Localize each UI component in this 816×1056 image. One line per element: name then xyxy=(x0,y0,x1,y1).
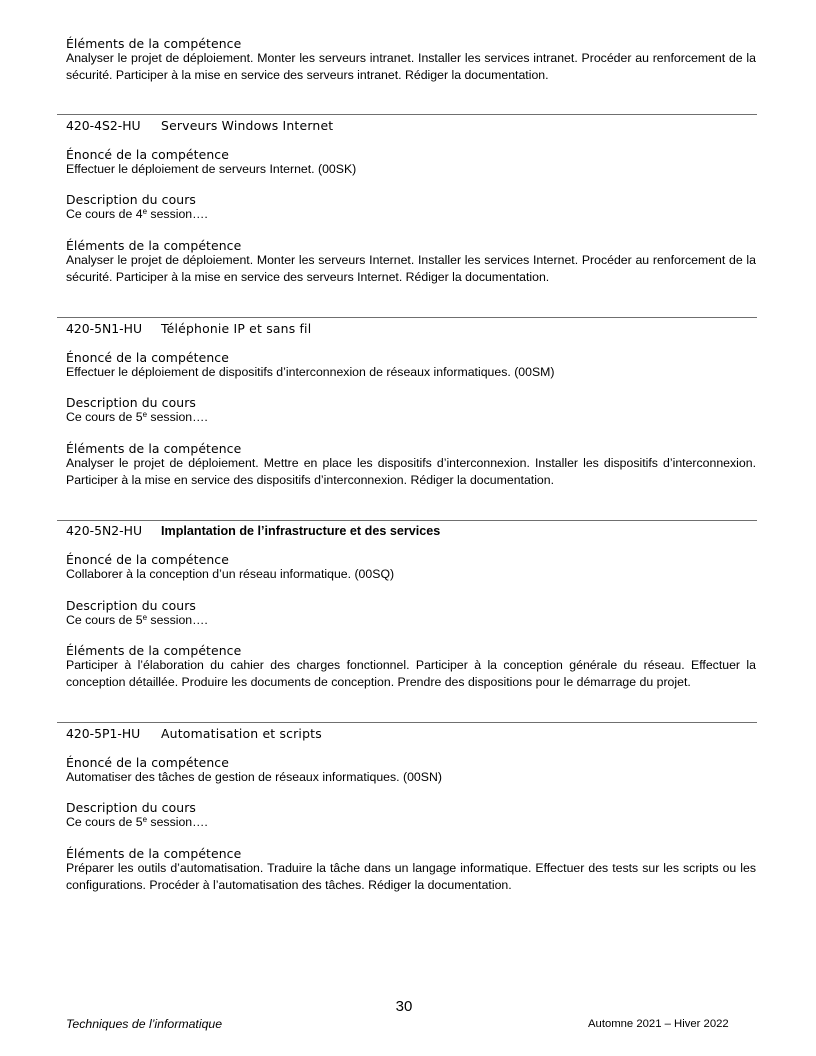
enonce-label: Énoncé de la compétence xyxy=(66,552,229,567)
course-code: 420-5P1-HU xyxy=(66,726,141,741)
enonce-label: Énoncé de la compétence xyxy=(66,755,229,770)
elements-text: Participer à l’élaboration du cahier des charges fonctionnel. Participer à la conception générale du réseau. Effectuer la conception détaillée. Produire les documents de conception. Prendre des dispositions pour le démarrage du projet. xyxy=(66,658,756,689)
footer-program-title: Techniques de l’informatique xyxy=(66,1017,223,1031)
description-label: Description du cours xyxy=(66,800,196,815)
course-code: 420-5N1-HU xyxy=(66,321,143,336)
description-suffix: session…. xyxy=(147,410,208,424)
enonce-text: Effectuer le déploiement de serveurs Internet. (00SK) xyxy=(66,162,357,176)
elements-label: Éléments de la compétence xyxy=(66,846,242,861)
description-label: Description du cours xyxy=(66,598,196,613)
section-divider xyxy=(57,317,757,318)
description-suffix: session…. xyxy=(147,613,208,627)
description-text xyxy=(66,814,756,831)
enonce-text: Automatiser des tâches de gestion de réseaux informatiques. (00SN) xyxy=(66,770,442,784)
description-label: Description du cours xyxy=(66,192,196,207)
elements-label: Éléments de la compétence xyxy=(66,36,242,51)
description-suffix: session…. xyxy=(147,815,208,829)
elements-label: Éléments de la compétence xyxy=(66,238,242,253)
course-header xyxy=(66,522,440,538)
description-text xyxy=(66,206,756,223)
course-title: Téléphonie IP et sans fil xyxy=(161,321,312,336)
description-prefix: Ce cours de 5 xyxy=(66,410,143,424)
enonce-label: Énoncé de la compétence xyxy=(66,350,229,365)
description-superscript: e xyxy=(142,613,148,622)
description-superscript: e xyxy=(142,410,148,419)
elements-text: Préparer les outils d’automatisation. Traduire la tâche dans un langage informatique. Effectuer des tests sur les scripts ou les configurations. Procéder à l’automatisation des tâches. Rédiger la documentation. xyxy=(66,861,756,892)
description-superscript: e xyxy=(142,207,148,216)
elements-label: Éléments de la compétence xyxy=(66,441,242,456)
course-header xyxy=(66,320,311,336)
description-superscript: e xyxy=(142,815,148,824)
elements-label: Éléments de la compétence xyxy=(66,643,242,658)
enonce-text: Collaborer à la conception d’un réseau informatique. (00SQ) xyxy=(66,567,395,581)
description-prefix: Ce cours de 5 xyxy=(66,815,143,829)
course-title: Automatisation et scripts xyxy=(161,726,322,741)
page-number: 30 xyxy=(395,998,413,1015)
course-header xyxy=(66,725,322,741)
course-code: 420-4S2-HU xyxy=(66,118,141,133)
enonce-text: Effectuer le déploiement de dispositifs d’interconnexion de réseaux informatiques. (00SM) xyxy=(66,365,555,379)
description-text xyxy=(66,409,756,426)
description-suffix: session…. xyxy=(147,207,208,221)
description-prefix: Ce cours de 5 xyxy=(66,613,143,627)
section-divider xyxy=(57,722,757,723)
section-divider xyxy=(57,114,757,115)
elements-text: Analyser le projet de déploiement. Monter les serveurs intranet. Installer les services intranet. Procéder au renforcement de la sécurité. Participer à la mise en service des serveurs intranet. Rédiger la documentation. xyxy=(66,51,756,82)
course-title: Implantation de l’infrastructure et des services xyxy=(161,524,441,538)
elements-text: Analyser le projet de déploiement. Mettre en place les dispositifs d’interconnexion. Installer les dispositifs d’interconnexion. Participer à la mise en service des dispositifs d’interconnexion. Rédiger la documentation. xyxy=(66,456,756,487)
footer-term: Automne 2021 – Hiver 2022 xyxy=(588,1018,729,1030)
enonce-label: Énoncé de la compétence xyxy=(66,147,229,162)
course-title: Serveurs Windows Internet xyxy=(161,118,334,133)
course-header xyxy=(66,117,333,133)
section-divider xyxy=(57,520,757,521)
description-text xyxy=(66,612,756,629)
description-label: Description du cours xyxy=(66,395,196,410)
course-code: 420-5N2-HU xyxy=(66,523,143,538)
elements-text: Analyser le projet de déploiement. Monter les serveurs Internet. Installer les services Internet. Procéder au renforcement de la sécurité. Participer à la mise en service des serveurs Internet. Rédiger la documentation. xyxy=(66,253,756,284)
description-prefix: Ce cours de 4 xyxy=(66,207,143,221)
